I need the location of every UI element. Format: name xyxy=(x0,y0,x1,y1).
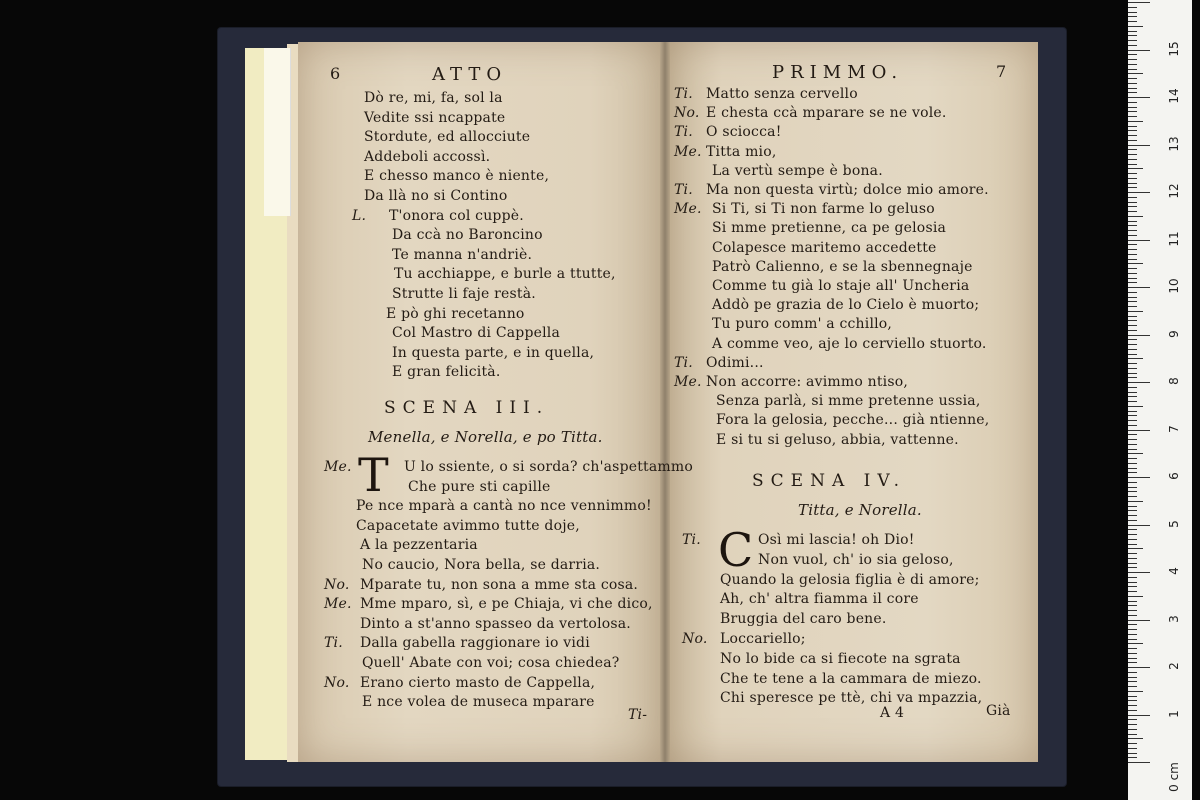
ruler-tick xyxy=(1128,710,1137,711)
ruler-tick xyxy=(1128,235,1137,236)
ruler-tick xyxy=(1128,544,1137,545)
ruler-tick xyxy=(1128,197,1137,198)
verse-line: Strutte li faje restà. xyxy=(392,286,536,302)
ruler-tick xyxy=(1128,73,1143,74)
ruler-tick xyxy=(1128,653,1137,654)
speaker-label: No. xyxy=(674,105,700,122)
ruler-tick xyxy=(1128,719,1137,720)
verse-line: Te manna n'andriè. xyxy=(392,246,533,263)
ruler-number: 15 xyxy=(1167,40,1181,57)
ruler-tick xyxy=(1128,187,1137,188)
ruler-tick xyxy=(1128,491,1137,492)
ruler-tick xyxy=(1128,387,1137,388)
ruler-tick xyxy=(1128,548,1143,549)
ruler-tick xyxy=(1128,78,1137,79)
ruler-tick xyxy=(1128,102,1137,103)
ruler-tick xyxy=(1128,501,1143,502)
verse-line: Non vuol, ch' io sia geloso, xyxy=(758,551,954,568)
ruler-tick xyxy=(1128,301,1137,302)
speaker-label: Ti. xyxy=(324,635,343,652)
speaker-label: No. xyxy=(324,576,350,593)
verse-line: Titta mio, xyxy=(706,143,777,160)
ruler-tick xyxy=(1128,757,1137,758)
verse-line: Pe nce mparà a cantà no nce vennimmo! xyxy=(356,498,652,515)
ruler-tick xyxy=(1128,449,1137,450)
ruler-tick xyxy=(1128,16,1137,17)
ruler-number: 10 xyxy=(1167,278,1181,294)
speaker-label: Ti. xyxy=(682,532,701,548)
verse-line: Matto senza cervello xyxy=(706,86,858,102)
verse-line: Tu puro comm' a cchillo, xyxy=(712,316,893,333)
ruler-tick xyxy=(1128,339,1137,340)
ruler-tick xyxy=(1128,164,1137,165)
ruler-tick xyxy=(1128,382,1150,383)
verse-line: Dò re, mi, fa, sol la xyxy=(364,90,503,106)
ruler-tick xyxy=(1128,643,1143,644)
ruler-tick xyxy=(1128,249,1137,250)
ruler-tick xyxy=(1128,26,1143,27)
running-header: PRIMMO. xyxy=(772,62,904,83)
ruler-tick xyxy=(1128,97,1150,98)
ruler-tick xyxy=(1128,254,1137,255)
ruler-tick xyxy=(1128,582,1137,583)
drop-cap: T xyxy=(358,448,389,502)
scene-title: SCENA IV. xyxy=(752,471,907,491)
ruler-tick xyxy=(1128,178,1137,179)
ruler-tick xyxy=(1128,130,1137,131)
verse-line: Erano cierto masto de Cappella, xyxy=(360,674,596,691)
ruler-tick xyxy=(1128,453,1143,454)
ruler-tick xyxy=(1128,639,1137,640)
verse-line: Colapesce maritemo accedette xyxy=(712,239,937,256)
verse-line: Loccariello; xyxy=(720,631,806,647)
ruler-tick xyxy=(1128,325,1137,326)
ruler-tick xyxy=(1128,83,1137,84)
verse-line: Col Mastro di Cappella xyxy=(392,325,560,342)
speaker-label: No. xyxy=(682,631,708,647)
ruler-tick xyxy=(1128,686,1137,687)
ruler-tick xyxy=(1128,634,1137,635)
ruler-tick xyxy=(1128,672,1137,673)
ruler-tick xyxy=(1128,21,1137,22)
ruler-tick xyxy=(1128,458,1137,459)
ruler-tick xyxy=(1128,292,1137,293)
ruler-tick xyxy=(1128,681,1137,682)
verse-line: E chesso manco è niente, xyxy=(364,168,550,185)
ruler-tick xyxy=(1128,159,1137,160)
verse-line: Ah, ch' altra fiamma il core xyxy=(720,591,919,608)
verse-line: Che te tene a la cammara de miezo. xyxy=(720,670,982,687)
ruler-tick xyxy=(1128,743,1137,744)
ruler-number: 3 xyxy=(1167,614,1181,623)
ruler-tick xyxy=(1128,577,1137,578)
ruler-tick xyxy=(1128,135,1137,136)
ruler-tick xyxy=(1128,738,1143,739)
verse-line: E chesta ccà mparare se ne vole. xyxy=(706,105,947,122)
verse-line: Addò pe grazia de lo Cielo è muorto; xyxy=(712,297,980,314)
ruler-tick xyxy=(1128,411,1137,412)
ruler-tick xyxy=(1128,525,1150,526)
verse-line: E gran felicità. xyxy=(392,364,501,381)
page-number: 6 xyxy=(330,64,341,83)
ruler-tick xyxy=(1128,282,1137,283)
ruler-tick xyxy=(1128,240,1150,241)
ruler-number: 12 xyxy=(1167,183,1181,199)
ruler-tick xyxy=(1128,297,1137,298)
verse-line: Tu acchiappe, e burle a ttutte, xyxy=(394,266,616,283)
ruler-tick xyxy=(1128,88,1137,89)
ruler-tick xyxy=(1128,482,1137,483)
ruler-tick xyxy=(1128,225,1137,226)
ruler-tick xyxy=(1128,320,1137,321)
ruler-tick xyxy=(1128,696,1137,697)
ruler-tick xyxy=(1128,715,1150,716)
ruler-tick xyxy=(1128,420,1137,421)
ruler-tick xyxy=(1128,401,1137,402)
ruler-tick xyxy=(1128,202,1137,203)
ruler-tick xyxy=(1128,430,1150,431)
ruler-tick xyxy=(1128,306,1137,307)
verse-line: E si tu si geluso, abbia, vattenne. xyxy=(716,431,959,448)
ruler-tick xyxy=(1128,529,1137,530)
speaker-label: Me. xyxy=(674,143,702,160)
ruler-tick xyxy=(1128,748,1137,749)
ruler-tick xyxy=(1128,69,1137,70)
ruler-tick xyxy=(1128,59,1137,60)
ruler-tick xyxy=(1128,192,1150,193)
verse-line: Bruggia del caro bene. xyxy=(720,611,887,628)
ruler-tick xyxy=(1128,510,1137,511)
verse-line: Patrò Calienno, e se la sbennegnaje xyxy=(712,258,973,275)
verse-line: Dinto a st'anno spasseo da vertolosa. xyxy=(360,615,631,632)
verse-line: Chi speresce pe ttè, chi va mpazzia, xyxy=(720,690,983,707)
ruler-tick xyxy=(1128,439,1137,440)
ruler-tick xyxy=(1128,487,1137,488)
ruler-tick xyxy=(1128,572,1150,573)
ruler-number: 13 xyxy=(1167,135,1181,152)
verse-line: Si mme pretienne, ca pe gelosia xyxy=(712,220,947,237)
ruler-tick xyxy=(1128,111,1137,112)
verse-line: T'onora col cuppè. xyxy=(389,207,524,224)
verse-line: No caucio, Nora bella, se darria. xyxy=(362,557,601,573)
verse-line: Da llà no si Contino xyxy=(364,188,508,204)
ruler-tick xyxy=(1128,762,1150,763)
verse-line: La vertù sempe è bona. xyxy=(712,162,883,179)
scene-title: SCENA III. xyxy=(384,398,550,418)
ruler-tick xyxy=(1128,311,1143,312)
ruler-tick xyxy=(1128,373,1137,374)
ruler-number: 5 xyxy=(1167,519,1181,528)
ruler-tick xyxy=(1128,724,1137,725)
ruler-tick xyxy=(1128,335,1150,336)
verse-line: No lo bide ca si fiecote na sgrata xyxy=(720,650,961,667)
ruler-tick xyxy=(1128,705,1137,706)
ruler-tick xyxy=(1128,753,1137,754)
speaker-label: Ti. xyxy=(674,86,693,102)
verse-line: Senza parlà, si mme pretenne ussia, xyxy=(716,393,981,410)
ruler-tick xyxy=(1128,107,1137,108)
ruler-tick xyxy=(1128,140,1137,141)
ruler-tick xyxy=(1128,729,1137,730)
ruler-tick xyxy=(1128,230,1137,231)
speaker-label: Me. xyxy=(674,201,702,218)
ruler-number: 7 xyxy=(1167,424,1181,433)
ruler-tick xyxy=(1128,216,1143,217)
ruler-tick xyxy=(1128,358,1143,359)
ruler-number: 6 xyxy=(1167,472,1181,480)
speaker-label: Ti. xyxy=(674,182,693,198)
ruler-tick xyxy=(1128,472,1137,473)
ruler-tick xyxy=(1128,506,1137,507)
verse-line: Quando la gelosia figlia è di amore; xyxy=(720,571,980,588)
ruler-tick xyxy=(1128,648,1137,649)
book-gutter xyxy=(660,42,670,762)
ruler-tick xyxy=(1128,349,1137,350)
ruler-tick xyxy=(1128,64,1137,65)
ruler-tick xyxy=(1128,35,1137,36)
signature-mark: A 4 xyxy=(880,705,905,721)
ruler-tick xyxy=(1128,558,1137,559)
verse-line: Capacetate avimmo tutte doje, xyxy=(356,517,580,534)
ruler-tick xyxy=(1128,591,1137,592)
ruler-tick xyxy=(1128,263,1143,264)
ruler-tick xyxy=(1128,54,1137,55)
ruler-tick xyxy=(1128,168,1143,169)
speaker-label: Ti. xyxy=(674,124,693,141)
ruler-tick xyxy=(1128,662,1137,663)
ruler-tick xyxy=(1128,691,1143,692)
verse-line: Da ccà no Baroncino xyxy=(392,227,543,244)
ruler-tick xyxy=(1128,567,1137,568)
drop-cap: C xyxy=(718,523,754,577)
ruler-tick xyxy=(1128,434,1137,435)
speaker-label: Me. xyxy=(324,596,352,613)
verse-line: Vedite ssi ncappate xyxy=(364,109,506,126)
ruler-tick xyxy=(1128,667,1150,668)
ruler-tick xyxy=(1128,515,1137,516)
ruler-tick xyxy=(1128,553,1137,554)
ruler-tick xyxy=(1128,363,1137,364)
ruler-tick xyxy=(1128,605,1137,606)
ruler-tick xyxy=(1128,700,1137,701)
ruler-tick xyxy=(1128,7,1137,8)
ruler-tick xyxy=(1128,149,1137,150)
verse-line: Ma non questa virtù; dolce mio amore. xyxy=(706,182,989,198)
ruler-tick xyxy=(1128,539,1137,540)
ruler-tick xyxy=(1128,116,1137,117)
verse-line: A la pezzentaria xyxy=(360,537,478,554)
ruler-tick xyxy=(1128,2,1150,3)
ruler-tick xyxy=(1128,415,1137,416)
ruler-tick xyxy=(1128,677,1137,678)
ruler-tick xyxy=(1128,154,1137,155)
catchword: Già xyxy=(986,703,1011,719)
ruler-number: 4 xyxy=(1167,567,1181,575)
ruler-tick xyxy=(1128,45,1137,46)
ruler-tick xyxy=(1128,377,1137,378)
ruler-number: 1 xyxy=(1167,709,1181,718)
verse-line: A comme veo, aje lo cerviello stuorto. xyxy=(712,335,987,352)
ruler-tick xyxy=(1128,615,1137,616)
ruler-tick xyxy=(1128,354,1137,355)
ruler-tick xyxy=(1128,183,1137,184)
scene-cast: Titta, e Norella. xyxy=(798,501,922,519)
ruler-tick xyxy=(1128,126,1137,127)
ruler-tick xyxy=(1128,629,1137,630)
ruler-tick xyxy=(1128,12,1137,13)
verse-line: Addeboli accossì. xyxy=(364,148,491,165)
ruler-tick xyxy=(1128,463,1137,464)
ruler-number: 8 xyxy=(1167,377,1181,385)
ruler-tick xyxy=(1128,244,1137,245)
speaker-label: No. xyxy=(324,674,350,691)
ruler-tick xyxy=(1128,368,1137,369)
ruler-tick xyxy=(1128,287,1150,288)
ruler-tick xyxy=(1128,121,1143,122)
verse-line: Odimi... xyxy=(706,354,764,371)
ruler-tick xyxy=(1128,173,1137,174)
speaker-label: Me. xyxy=(674,374,702,390)
ruler-tick xyxy=(1128,601,1137,602)
ruler-tick xyxy=(1128,563,1137,564)
verse-line: Dalla gabella raggionare io vidi xyxy=(360,635,590,652)
ruler-tick xyxy=(1128,92,1137,93)
verse-line: E nce volea de museca mparare xyxy=(362,694,595,711)
verse-line: E pò ghi recetanno xyxy=(386,305,525,322)
ruler-tick xyxy=(1128,477,1150,478)
verse-line: Fora la gelosia, pecche... già ntienne, xyxy=(716,412,990,429)
verse-line: Mparate tu, non sona a mme sta cosa. xyxy=(360,576,639,593)
ruler-tick xyxy=(1128,344,1137,345)
verse-line: Quell' Abate con voi; cosa chiedea? xyxy=(362,655,620,671)
ruler-number: 9 xyxy=(1167,329,1181,338)
ruler-tick xyxy=(1128,268,1137,269)
verse-line: Non accorre: avimmo ntiso, xyxy=(706,374,908,390)
verse-line: Comme tu già lo staje all' Uncheria xyxy=(712,278,970,294)
ruler-tick xyxy=(1128,273,1137,274)
ruler-tick xyxy=(1128,206,1137,207)
verse-line: U lo ssiente, o si sorda? ch'aspettammo xyxy=(404,459,693,475)
white-slip xyxy=(264,48,291,216)
ruler-tick xyxy=(1128,211,1137,212)
speaker-label: Me. xyxy=(324,459,352,475)
ruler-tick xyxy=(1128,330,1137,331)
ruler-tick xyxy=(1128,392,1137,393)
verse-line: In questa parte, e in quella, xyxy=(392,344,595,361)
speaker-label: Ti. xyxy=(674,354,693,371)
verse-line: Si Ti, si Ti non farme lo geluso xyxy=(712,201,935,218)
ruler-tick xyxy=(1128,221,1137,222)
ruler-tick xyxy=(1128,734,1137,735)
ruler-number: 2 xyxy=(1167,662,1181,670)
ruler-tick xyxy=(1128,40,1137,41)
scene-cast: Menella, e Norella, e po Titta. xyxy=(368,428,603,446)
ruler-tick xyxy=(1128,444,1137,445)
ruler-number: 11 xyxy=(1167,230,1181,247)
ruler-tick xyxy=(1128,425,1137,426)
ruler-tick xyxy=(1128,145,1150,146)
ruler-tick xyxy=(1128,620,1150,621)
ruler-tick xyxy=(1128,610,1137,611)
speaker-label: L. xyxy=(352,207,367,224)
ruler-tick xyxy=(1128,50,1150,51)
ruler-tick xyxy=(1128,496,1137,497)
ruler-number: 14 xyxy=(1167,88,1181,104)
ruler-tick xyxy=(1128,316,1137,317)
ruler-tick xyxy=(1128,658,1137,659)
ruler-tick xyxy=(1128,534,1137,535)
running-header: ATTO xyxy=(432,64,508,85)
ruler-tick xyxy=(1128,259,1137,260)
page-number: 7 xyxy=(996,62,1007,81)
ruler-tick xyxy=(1128,396,1137,397)
ruler-tick xyxy=(1128,596,1143,597)
ruler-tick xyxy=(1128,278,1137,279)
ruler-tick xyxy=(1128,406,1143,407)
ruler-tick xyxy=(1128,624,1137,625)
ruler-tick xyxy=(1128,520,1137,521)
ruler-number: 0 cm xyxy=(1167,762,1181,792)
catchword: Ti- xyxy=(628,707,648,723)
verse-line: Osì mi lascia! oh Dio! xyxy=(758,532,915,548)
ruler-tick xyxy=(1128,586,1137,587)
measuring-ruler xyxy=(1128,0,1192,800)
ruler-tick xyxy=(1128,468,1137,469)
verse-line: O sciocca! xyxy=(706,124,782,141)
verse-line: Mme mparo, sì, e pe Chiaja, vi che dico, xyxy=(360,596,653,613)
verse-line: Che pure sti capille xyxy=(408,478,551,495)
verse-line: Stordute, ed allocciute xyxy=(364,129,531,146)
ruler-tick xyxy=(1128,31,1137,32)
